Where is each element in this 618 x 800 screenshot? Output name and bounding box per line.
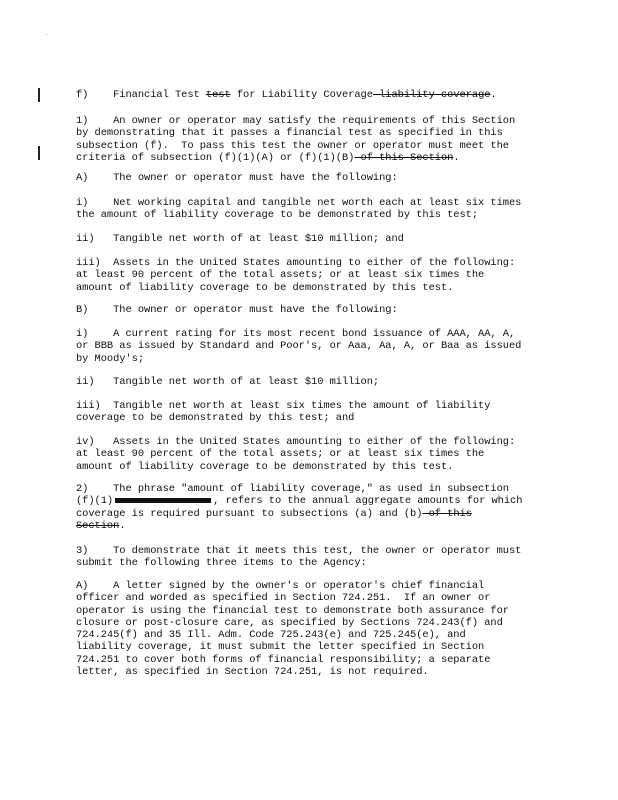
subsection-a-ii: ii) Tangible net worth of at least $10 million; and — [76, 233, 404, 245]
subsection-b-iii: iii) Tangible net worth at least six times the amount of liability coverage to be demonstrated by this test; and — [76, 400, 491, 425]
subsection-b-ii: ii) Tangible net worth of at least $10 million; — [76, 376, 380, 388]
scan-speck — [46, 34, 47, 35]
change-bar — [38, 146, 40, 160]
subsection-b-intro: B) The owner or operator must have the following: — [76, 304, 398, 316]
paragraph-3-a: A) A letter signed by the owner's or operator's chief financial officer and worded as specified in Section 724.251. If an owner or operator is using the financial test to demonstrate both assurance for closure or post-closure care, as specified by Sections 724.243(f) and 724.245(f) and 35 Ill. Adm. Code 725.243(e) and 725.245(e), and liability coverage, it must submit the letter specified in Section 724.251 to cover both forms of financial responsibility; a separate letter, as specified in Section 724.251, is not required. — [76, 580, 509, 679]
paragraph-1: 1) An owner or operator may satisfy the requirements of this Section by demonstrating that it passes a financial test as specified in this subsection (f). To pass this test the owner or operator must meet the criteria of subsection (f)(1)(A) or (f)(1)(B) of this Section. — [76, 115, 516, 164]
subsection-b-i: i) A current rating for its most recent bond issuance of AAA, AA, A, or BBB as issued by Standard and Poor's, or Aaa, Aa, A, or Baa as issued by Moody's; — [76, 328, 522, 365]
subsection-a-intro: A) The owner or operator must have the following: — [76, 172, 398, 184]
paragraph-2: 2) The phrase "amount of liability coverage," as used in subsection (f)(1) , refers to the annual aggregate amounts for which coverage is required pursuant to subsections (a) and (b) of this Section. — [76, 483, 523, 532]
subsection-a-iii: iii) Assets in the United States amounting to either of the following: at least 90 percent of the total assets; or at least six times the amount of liability coverage to be demonstrated by this test. — [76, 257, 516, 294]
section-heading: f) Financial Test test for Liability Coverage liability coverage. — [76, 89, 497, 101]
subsection-a-i: i) Net working capital and tangible net worth each at least six times the amount of liability coverage to be demonstrated by this test; — [76, 197, 522, 222]
subsection-b-iv: iv) Assets in the United States amounting to either of the following: at least 90 percent of the total assets; or at least six times the amount of liability coverage to be demonstrated by this test. — [76, 436, 516, 473]
paragraph-3: 3) To demonstrate that it meets this test, the owner or operator must submit the following three items to the Agency: — [76, 545, 522, 570]
redaction-mark — [115, 498, 211, 503]
change-bar — [38, 88, 40, 102]
